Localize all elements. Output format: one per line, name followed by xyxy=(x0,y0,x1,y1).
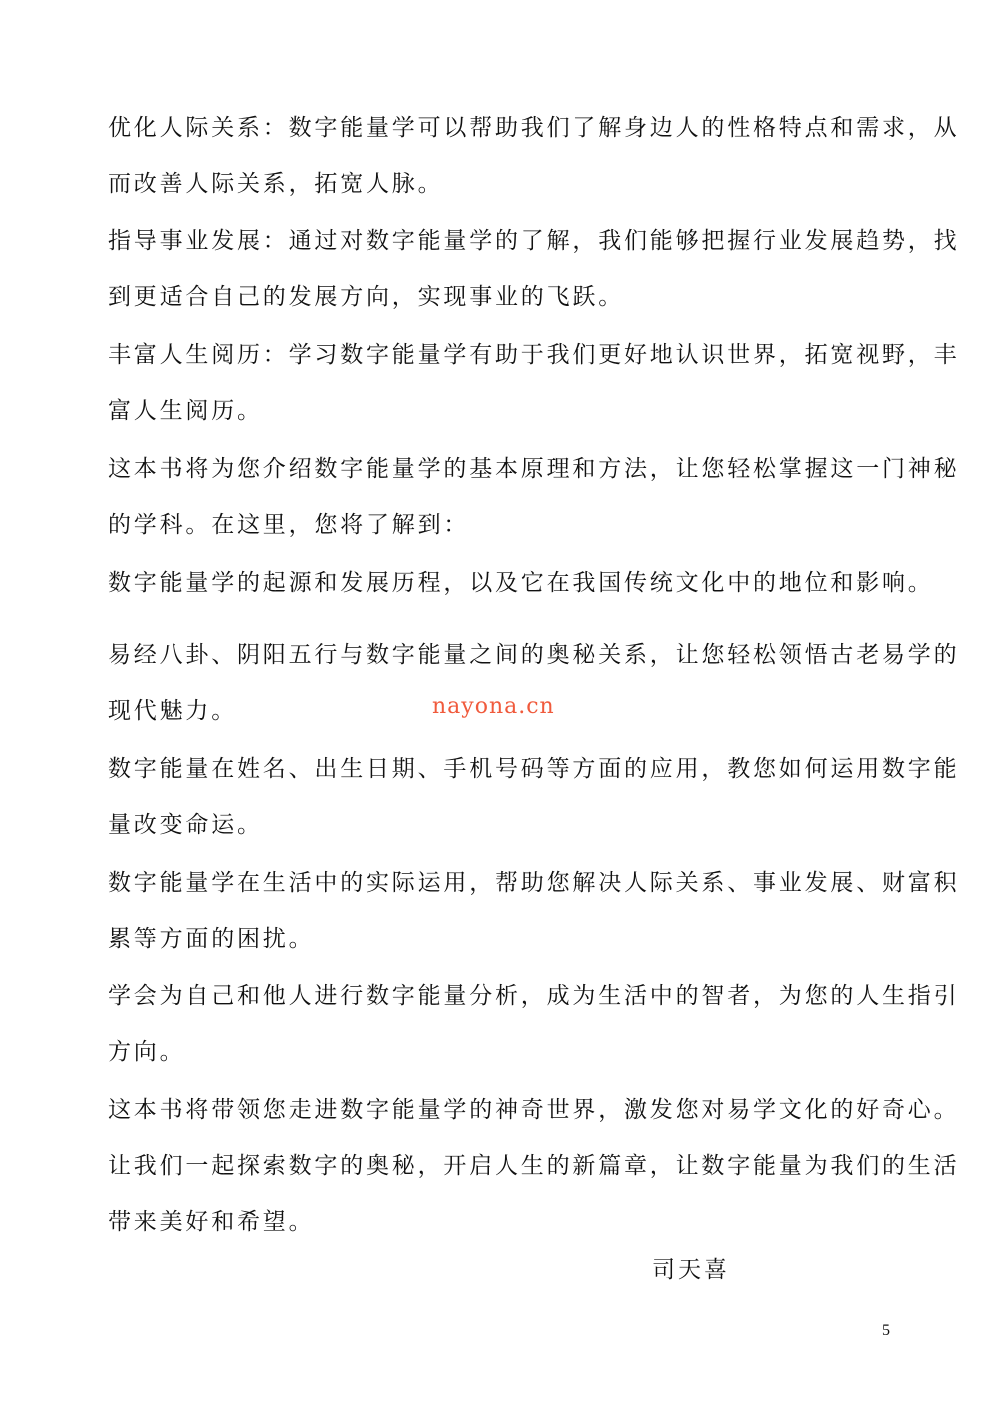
author-signature: 司天喜 xyxy=(652,1257,730,1283)
paragraph-interpersonal xyxy=(108,100,960,212)
paragraph-origin xyxy=(108,555,934,611)
paragraph-line: 量改变命运。 xyxy=(108,812,263,838)
paragraph-line: 优化人际关系：数字能量学可以帮助我们了解身边人的性格特点和需求，从 xyxy=(108,115,960,141)
paragraph-line: 数字能量学的起源和发展历程，以及它在我国传统文化中的地位和影响。 xyxy=(108,570,934,596)
paragraph-line: 这本书将带领您走进数字能量学的神奇世界，激发您对易学文化的好奇心。 xyxy=(108,1097,960,1123)
paragraph-line: 方向。 xyxy=(108,1039,186,1065)
paragraph-line: 现代魅力。 xyxy=(108,698,237,724)
paragraph-life-experience xyxy=(108,327,960,439)
paragraph-line: 带来美好和希望。 xyxy=(108,1209,315,1235)
page-number: 5 xyxy=(882,1322,890,1339)
paragraph-line: 让我们一起探索数字的奥秘，开启人生的新篇章，让数字能量为我们的生活 xyxy=(108,1153,960,1179)
paragraph-line: 这本书将为您介绍数字能量学的基本原理和方法，让您轻松掌握这一门神秘 xyxy=(108,456,960,482)
paragraph-line: 数字能量学在生活中的实际运用，帮助您解决人际关系、事业发展、财富积 xyxy=(108,870,960,896)
paragraph-line: 到更适合自己的发展方向，实现事业的飞跃。 xyxy=(108,284,624,310)
paragraph-line: 累等方面的困扰。 xyxy=(108,926,315,952)
paragraph-line: 丰富人生阅历：学习数字能量学有助于我们更好地认识世界，拓宽视野，丰 xyxy=(108,342,960,368)
watermark-text: nayona.cn xyxy=(432,694,555,719)
paragraph-analysis xyxy=(108,968,960,1080)
paragraph-applications xyxy=(108,741,960,853)
paragraph-career xyxy=(108,213,960,325)
paragraph-line: 的学科。在这里，您将了解到： xyxy=(108,512,470,538)
paragraph-line: 富人生阅历。 xyxy=(108,398,263,424)
paragraph-line: 数字能量在姓名、出生日期、手机号码等方面的应用，教您如何运用数字能 xyxy=(108,756,960,782)
paragraph-line: 指导事业发展：通过对数字能量学的了解，我们能够把握行业发展趋势，找 xyxy=(108,228,960,254)
paragraph-line: 而改善人际关系，拓宽人脉。 xyxy=(108,171,444,197)
paragraph-book-intro xyxy=(108,441,960,553)
paragraph-line: 易经八卦、阴阳五行与数字能量之间的奥秘关系，让您轻松领悟古老易学的 xyxy=(108,642,960,668)
paragraph-closing xyxy=(108,1082,960,1250)
paragraph-daily-use xyxy=(108,855,960,967)
paragraph-yijing xyxy=(108,627,960,739)
paragraph-line: 学会为自己和他人进行数字能量分析，成为生活中的智者，为您的人生指引 xyxy=(108,983,960,1009)
